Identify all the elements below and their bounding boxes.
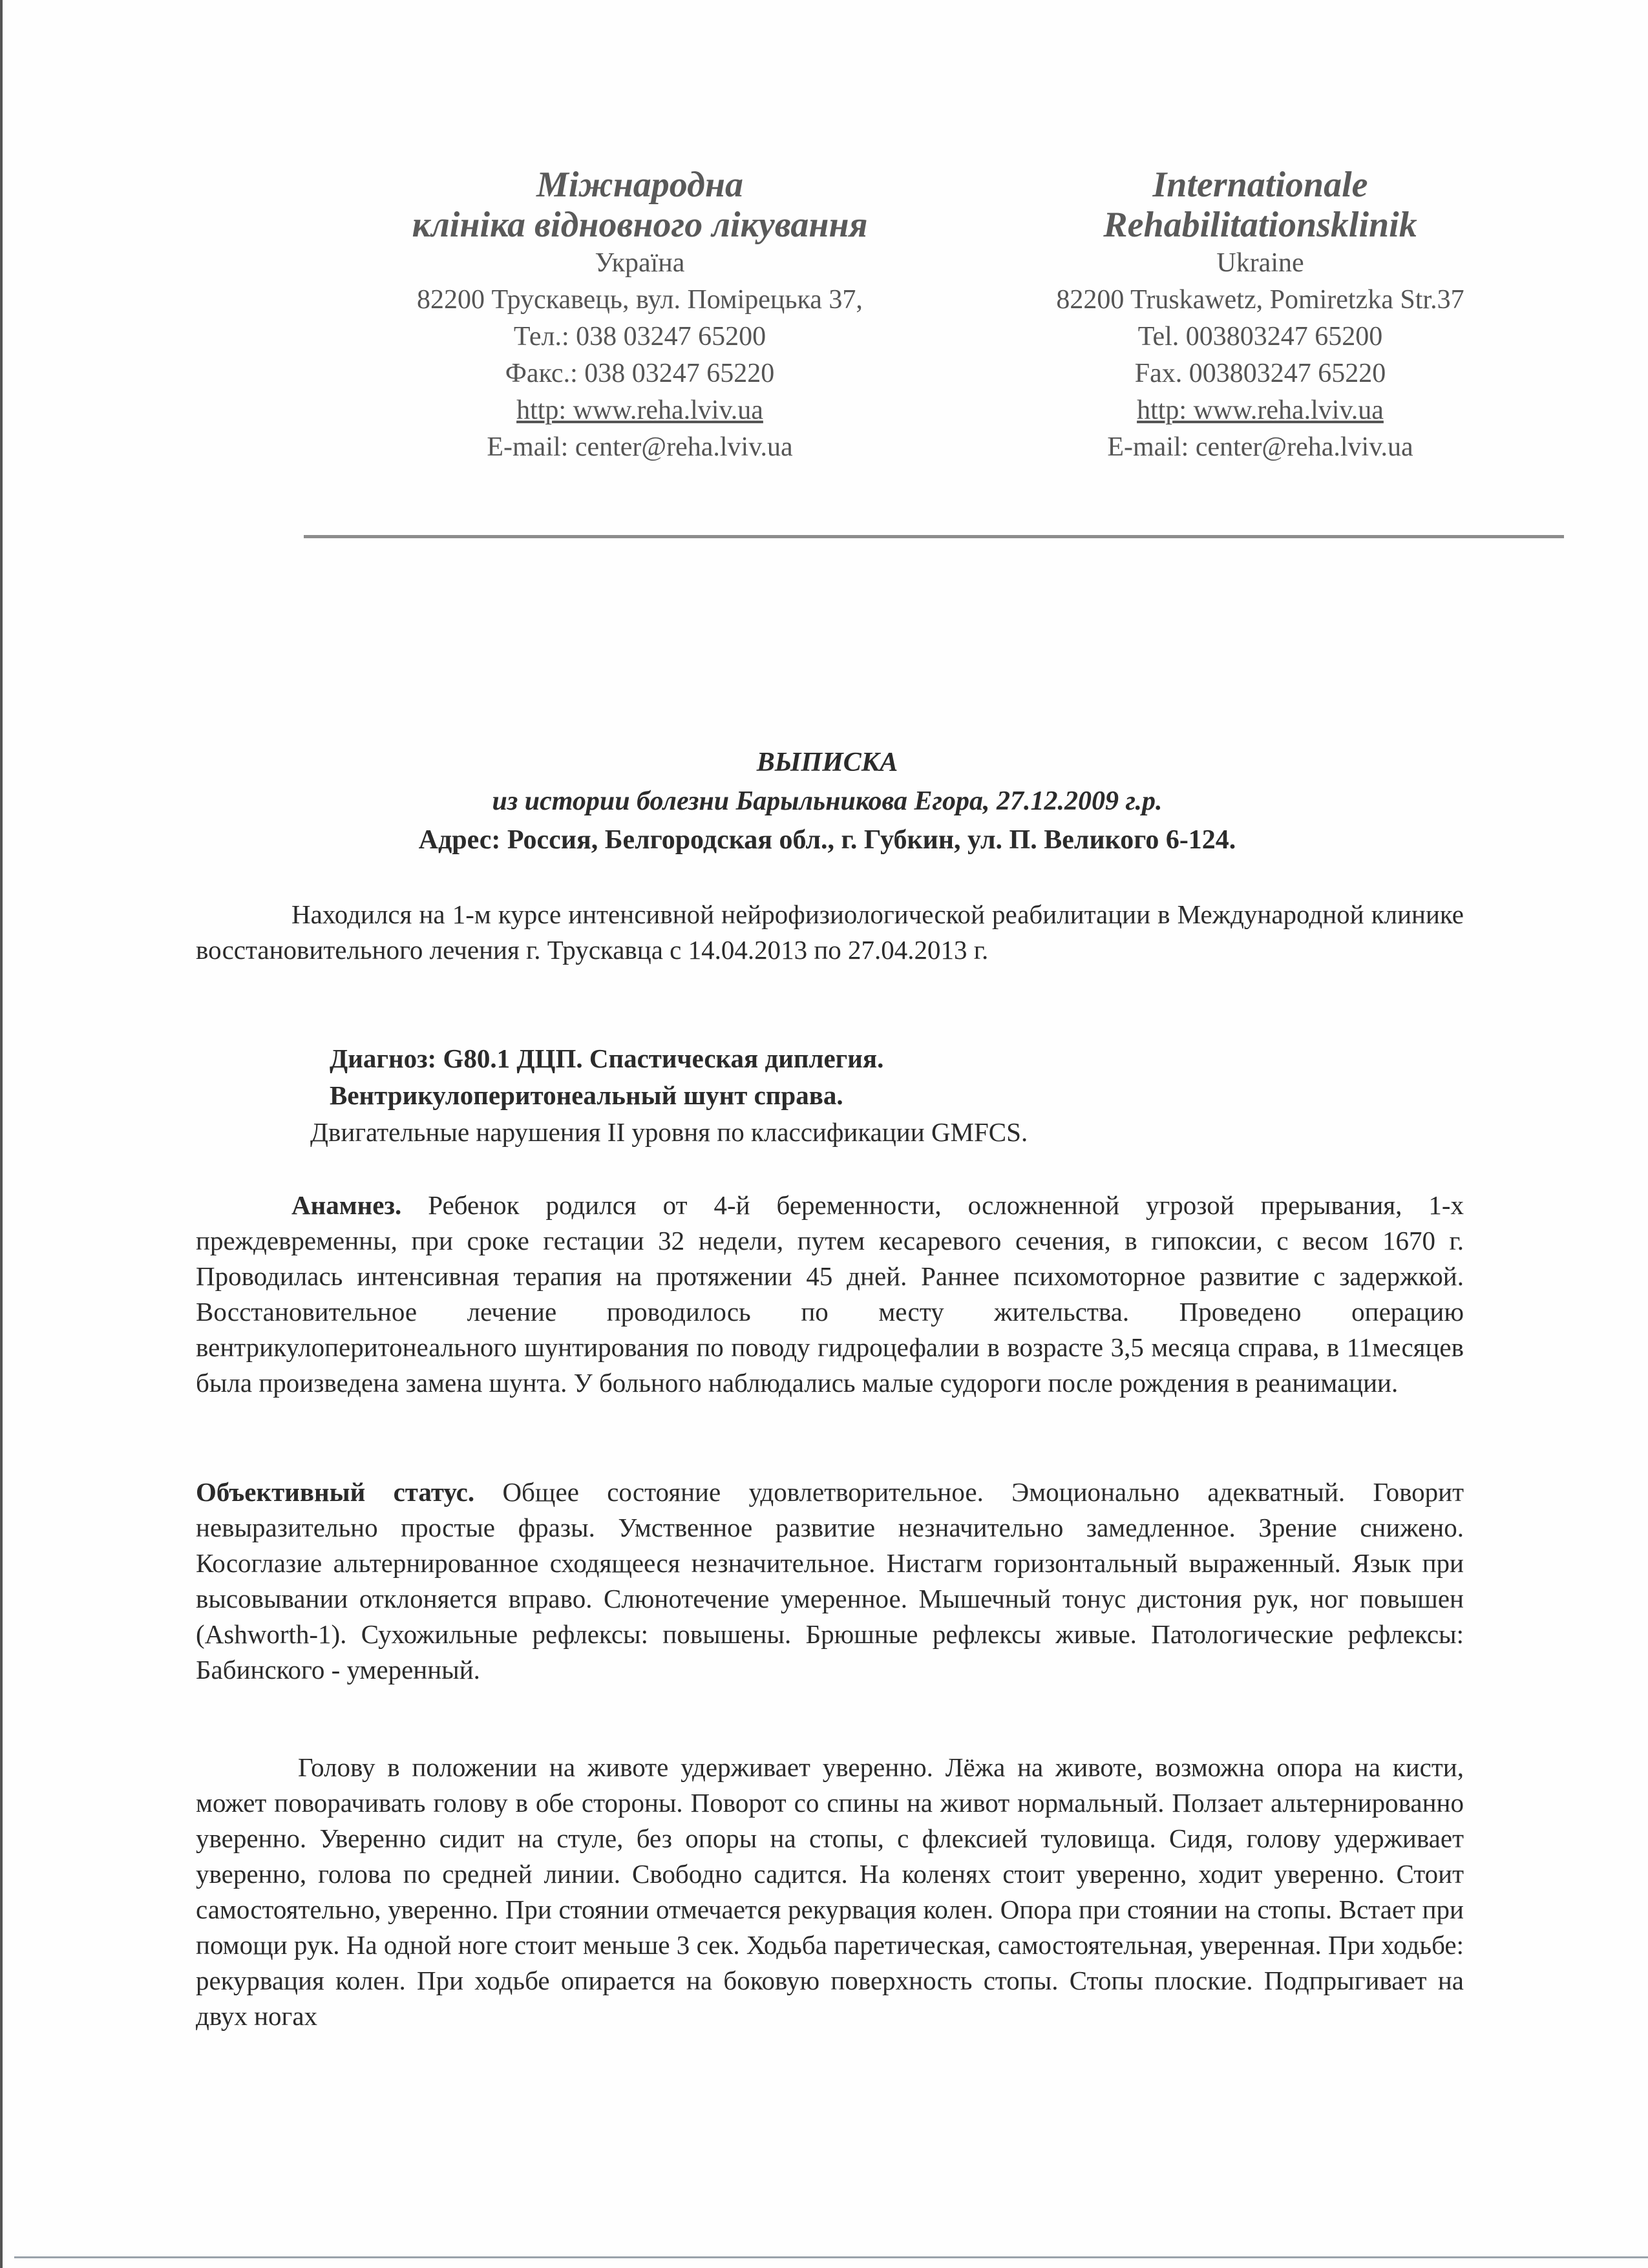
clinic-name-line2-ua: клініка відновного лікування bbox=[412, 205, 868, 245]
objective-status-text: Общее состояние удовлетворительное. Эмоционально адекватный. Говорит невыразительно простые фразы. Умственное развитие незначительно замедленное. Зрение снижено. Косоглазие альтернированное сходящееся незначительное. Нистагм горизонтальный выраженный. Язык при высовывании отклоняется вправо. Слюнотечение умеренное. Мышечный тонус дистония рук, ног повышен (Ashworth-1). Сухожильные рефлексы: повышены. Брюшные рефлексы живые. Патологические рефлексы: Бабинского - умеренный. bbox=[196, 1477, 1464, 1685]
fax-de: Fax. 003803247 65220 bbox=[1134, 359, 1386, 388]
diagnosis-line1: Диагноз: G80.1 ДЦП. Спастическая диплегия. bbox=[330, 1044, 884, 1073]
anamnesis-block bbox=[196, 1188, 1464, 1401]
intro-paragraph: Находился на 1-м курсе интенсивной нейрофизиологической реабилитации в Международной клинике восстановительного лечения г. Трускавца с 14.04.2013 по 27.04.2013 г. bbox=[196, 899, 1464, 965]
diagnosis-line2: Вентрикулоперитонеальный шунт справа. bbox=[330, 1080, 843, 1110]
page-bottom-rule bbox=[14, 2256, 1648, 2258]
letterhead-divider bbox=[304, 535, 1564, 538]
website-link-de[interactable]: http: www.reha.lviv.ua bbox=[1137, 395, 1384, 425]
address-de: 82200 Truskawetz, Pomiretzka Str.37 bbox=[1056, 285, 1464, 315]
letterhead-ukrainian bbox=[349, 165, 931, 466]
email-ua[interactable]: E-mail: center@reha.lviv.ua bbox=[487, 432, 793, 462]
objective-status-label: Объективный статус. bbox=[196, 1477, 475, 1507]
phone-ua: Тел.: 038 03247 65200 bbox=[513, 322, 766, 352]
clinic-name-line1-ua: Міжнародна bbox=[536, 165, 743, 205]
clinic-name-line2-de: Rehabilitationsklinik bbox=[1103, 205, 1417, 245]
address-ua: 82200 Трускавець, вул. Помірецька 37, bbox=[417, 285, 863, 315]
intro-paragraph-block bbox=[196, 897, 1464, 968]
anamnesis-label: Анамнез. bbox=[291, 1190, 402, 1220]
letterhead-german bbox=[969, 165, 1551, 466]
clinic-name-line1-de: Internationale bbox=[1152, 165, 1368, 205]
website-link-ua[interactable]: http: www.reha.lviv.ua bbox=[516, 395, 763, 425]
document-subtitle: из истории болезни Барыльникова Егора, 27.12.2009 г.р. bbox=[492, 786, 1163, 816]
motor-status-paragraph: Голову в положении на животе удерживает уверенно. Лёжа на животе, возможна опора на кисти, может поворачивать голову в обе стороны. Поворот со спины на живот нормальный. Ползает альтернированно уверенно. Уверенно сидит на стуле, без опоры на стопы, с флексией туловища. Сидя, голову удерживает уверенно, голова по средней линии. Свободно садится. На коленях стоит уверенно, ходит уверенно. Стоит самостоятельно, уверенно. При стоянии отмечается рекурвация колен. Опора при стоянии на стопы. Встает при помощи рук. На одной ноге стоит меньше 3 сек. Ходьба паретическая, самостоятельная, уверенная. При ходьбе: рекурвация колен. При ходьбе опирается на боковую поверхность стопы. Стопы плоские. Подпрыгивает на двух ногах bbox=[196, 1752, 1464, 2031]
anamnesis-paragraph bbox=[196, 1188, 1464, 1401]
country-de: Ukraine bbox=[1216, 248, 1304, 278]
phone-de: Tel. 003803247 65200 bbox=[1137, 322, 1383, 352]
document-title-block bbox=[194, 743, 1461, 859]
diagnosis-block bbox=[310, 1040, 1028, 1151]
motor-status-block bbox=[196, 1750, 1464, 2034]
fax-ua: Факс.: 038 03247 65220 bbox=[505, 359, 775, 388]
patient-address: Адрес: Россия, Белгородская обл., г. Губкин, ул. П. Великого 6-124. bbox=[418, 825, 1236, 855]
scan-edge bbox=[0, 0, 3, 2268]
document-title: ВЫПИСКА bbox=[756, 748, 898, 777]
diagnosis-line3: Двигательные нарушения II уровня по классификации GMFCS. bbox=[310, 1117, 1028, 1147]
objective-status-paragraph bbox=[196, 1475, 1464, 1688]
anamnesis-text: Ребенок родился от 4-й беременности, осложненной угрозой прерывания, 1-х преждевременны, при сроке гестации 32 недели, путем кесаревого сечения, в гипоксии, с весом 1670 г. Проводилась интенсивная терапия на протяжении 45 дней. Раннее психомоторное развитие с задержкой. Восстановительное лечение проводилось по месту жительства. Проведено операцию вентрикулоперитонеального шунтирования по поводу гидроцефалии в возрасте 3,5 месяца справа, в 11месяцев была произведена замена шунта. У больного наблюдались малые судороги после рождения в реанимации. bbox=[196, 1190, 1464, 1398]
country-ua: Україна bbox=[595, 248, 685, 278]
email-de[interactable]: E-mail: center@reha.lviv.ua bbox=[1107, 432, 1413, 462]
objective-status-block bbox=[196, 1475, 1464, 1688]
